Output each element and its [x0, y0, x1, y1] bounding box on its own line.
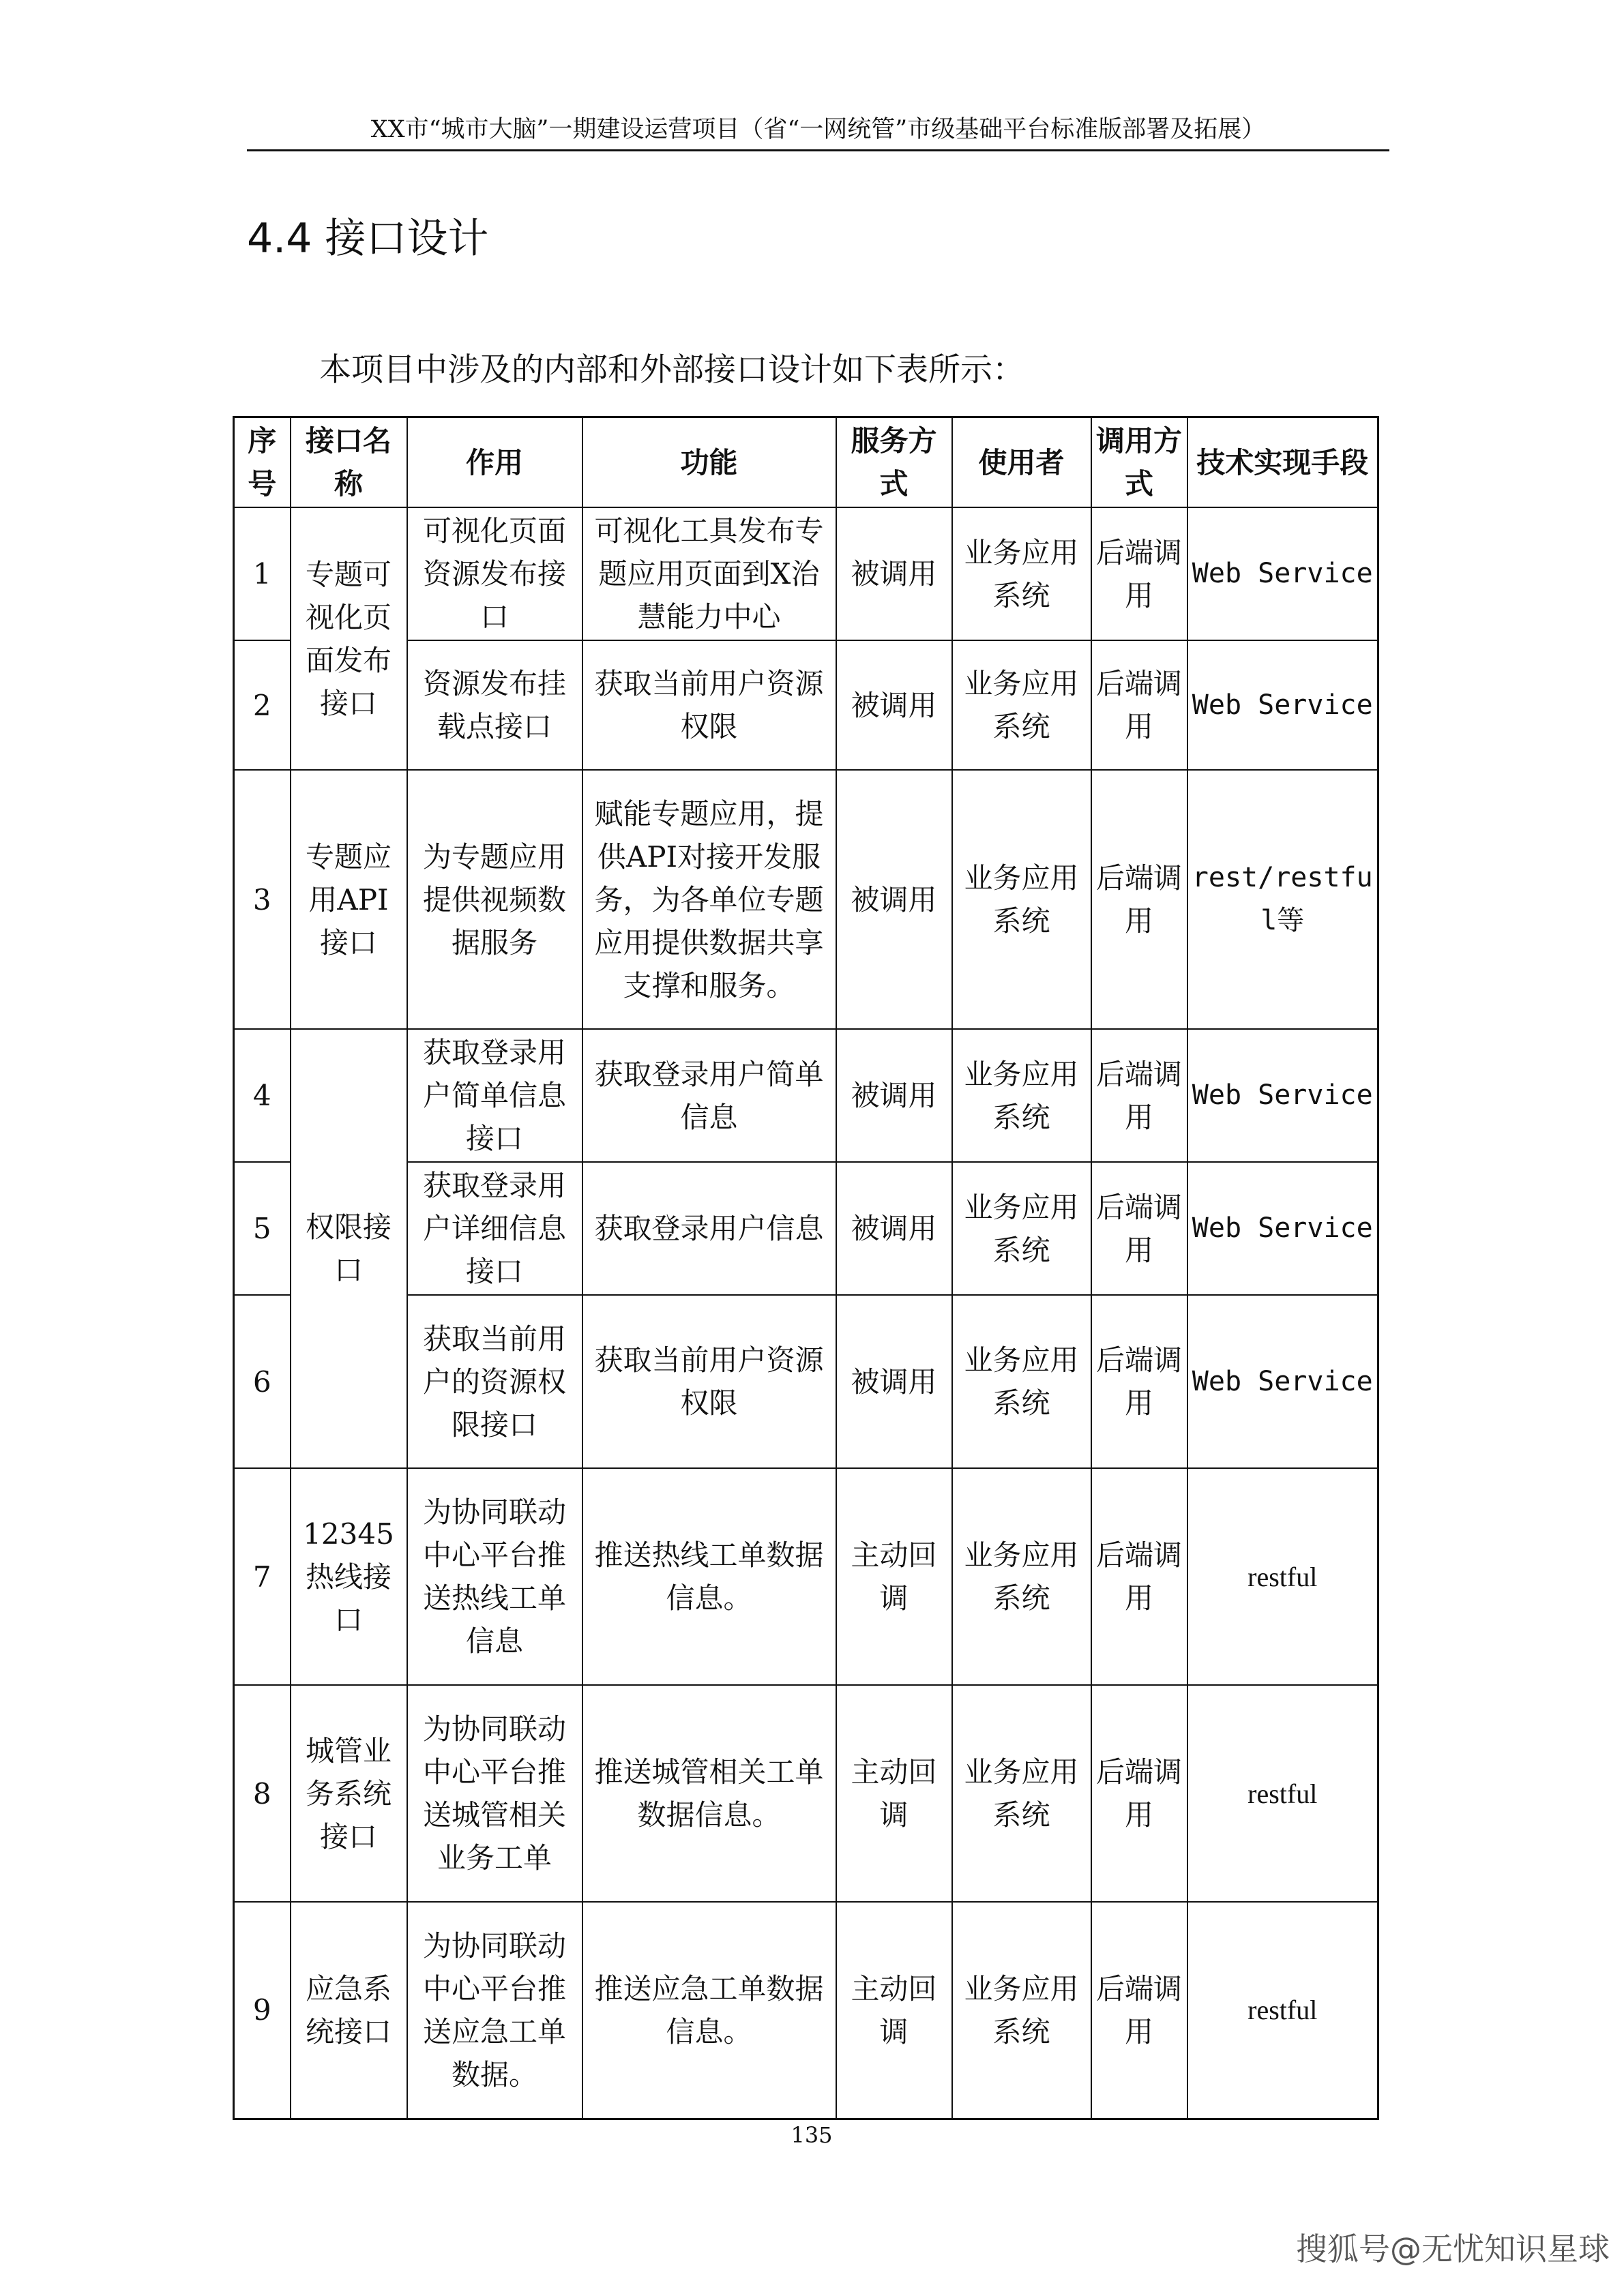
- cell-user: 业务应用系统: [952, 770, 1091, 1029]
- column-header: 技术实现手段: [1187, 417, 1378, 508]
- cell-service-mode: 主动回调: [836, 1468, 952, 1685]
- cell-call-mode: 后端调用: [1091, 1902, 1187, 2119]
- cell-interface-name: 权限接口: [291, 1029, 407, 1468]
- cell-purpose: 为协同联动中心平台推送应急工单数据。: [407, 1902, 582, 2119]
- cell-interface-name: 专题可视化页面发布接口: [291, 507, 407, 770]
- cell-user: 业务应用系统: [952, 1685, 1091, 1902]
- cell-user: 业务应用系统: [952, 1468, 1091, 1685]
- cell-call-mode: 后端调用: [1091, 1685, 1187, 1902]
- cell-call-mode: 后端调用: [1091, 770, 1187, 1029]
- cell-service-mode: 被调用: [836, 770, 952, 1029]
- cell-call-mode: 后端调用: [1091, 640, 1187, 770]
- cell-service-mode: 被调用: [836, 640, 952, 770]
- column-header: 作用: [407, 417, 582, 508]
- section-heading: 4.4 接口设计: [247, 215, 489, 263]
- cell-no: 8: [234, 1685, 291, 1902]
- running-header: XX市“城市大脑”一期建设运营项目（省“一网统管”市级基础平台标准版部署及拓展）: [370, 116, 1266, 143]
- header-divider: [247, 149, 1389, 151]
- cell-no: 3: [234, 770, 291, 1029]
- cell-service-mode: 主动回调: [836, 1685, 952, 1902]
- cell-purpose: 为专题应用提供视频数据服务: [407, 770, 582, 1029]
- cell-user: 业务应用系统: [952, 1295, 1091, 1468]
- cell-function: 推送热线工单数据信息。: [582, 1468, 836, 1685]
- cell-purpose: 获取登录用户详细信息接口: [407, 1162, 582, 1295]
- interface-design-table: [233, 416, 1379, 2120]
- cell-technology: Web Service: [1187, 1295, 1378, 1468]
- cell-call-mode: 后端调用: [1091, 1468, 1187, 1685]
- cell-no: 4: [234, 1029, 291, 1162]
- cell-service-mode: 被调用: [836, 507, 952, 640]
- cell-call-mode: 后端调用: [1091, 1295, 1187, 1468]
- source-watermark: 搜狐号@无忧知识星球: [1296, 2231, 1610, 2267]
- column-header: 功能: [582, 417, 836, 508]
- table-row: [234, 1468, 1378, 1685]
- table-row: [234, 1029, 1378, 1162]
- table-row: [234, 507, 1378, 640]
- cell-technology: Web Service: [1187, 1162, 1378, 1295]
- cell-function: 可视化工具发布专题应用页面到X治慧能力中心: [582, 507, 836, 640]
- cell-function: 获取登录用户信息: [582, 1162, 836, 1295]
- cell-user: 业务应用系统: [952, 507, 1091, 640]
- cell-interface-name: 专题应用API接口: [291, 770, 407, 1029]
- cell-function: 获取当前用户资源权限: [582, 640, 836, 770]
- cell-technology: Web Service: [1187, 507, 1378, 640]
- cell-call-mode: 后端调用: [1091, 1162, 1187, 1295]
- cell-no: 1: [234, 507, 291, 640]
- cell-service-mode: 被调用: [836, 1029, 952, 1162]
- table-row: [234, 1902, 1378, 2119]
- intro-paragraph: 本项目中涉及的内部和外部接口设计如下表所示：: [319, 351, 1024, 389]
- column-header: 使用者: [952, 417, 1091, 508]
- page-number: 135: [791, 2122, 833, 2148]
- cell-service-mode: 被调用: [836, 1295, 952, 1468]
- cell-no: 5: [234, 1162, 291, 1295]
- cell-user: 业务应用系统: [952, 1029, 1091, 1162]
- cell-no: 2: [234, 640, 291, 770]
- cell-function: 获取登录用户简单信息: [582, 1029, 836, 1162]
- cell-service-mode: 主动回调: [836, 1902, 952, 2119]
- cell-user: 业务应用系统: [952, 640, 1091, 770]
- cell-user: 业务应用系统: [952, 1162, 1091, 1295]
- cell-technology: Web Service: [1187, 1029, 1378, 1162]
- cell-interface-name: 应急系统接口: [291, 1902, 407, 2119]
- cell-purpose: 为协同联动中心平台推送城管相关业务工单: [407, 1685, 582, 1902]
- table-header-row: [234, 417, 1378, 508]
- cell-technology: restful: [1187, 1468, 1378, 1685]
- cell-function: 推送应急工单数据信息。: [582, 1902, 836, 2119]
- cell-interface-name: 12345热线接口: [291, 1468, 407, 1685]
- cell-technology: restful: [1187, 1902, 1378, 2119]
- cell-technology: rest/restful等: [1187, 770, 1378, 1029]
- cell-user: 业务应用系统: [952, 1902, 1091, 2119]
- cell-no: 7: [234, 1468, 291, 1685]
- cell-purpose: 资源发布挂载点接口: [407, 640, 582, 770]
- cell-function: 推送城管相关工单数据信息。: [582, 1685, 836, 1902]
- cell-no: 9: [234, 1902, 291, 2119]
- cell-technology: restful: [1187, 1685, 1378, 1902]
- column-header: 序号: [234, 417, 291, 508]
- table-row: [234, 1685, 1378, 1902]
- cell-purpose: 为协同联动中心平台推送热线工单信息: [407, 1468, 582, 1685]
- cell-technology: Web Service: [1187, 640, 1378, 770]
- cell-no: 6: [234, 1295, 291, 1468]
- cell-purpose: 获取登录用户简单信息接口: [407, 1029, 582, 1162]
- cell-call-mode: 后端调用: [1091, 1029, 1187, 1162]
- column-header: 调用方式: [1091, 417, 1187, 508]
- cell-call-mode: 后端调用: [1091, 507, 1187, 640]
- cell-function: 赋能专题应用，提供API对接开发服务，为各单位专题应用提供数据共享支撑和服务。: [582, 770, 836, 1029]
- cell-service-mode: 被调用: [836, 1162, 952, 1295]
- table-row: [234, 770, 1378, 1029]
- cell-function: 获取当前用户资源权限: [582, 1295, 836, 1468]
- column-header: 服务方式: [836, 417, 952, 508]
- cell-purpose: 可视化页面资源发布接口: [407, 507, 582, 640]
- cell-purpose: 获取当前用户的资源权限接口: [407, 1295, 582, 1468]
- column-header: 接口名称: [291, 417, 407, 508]
- cell-interface-name: 城管业务系统接口: [291, 1685, 407, 1902]
